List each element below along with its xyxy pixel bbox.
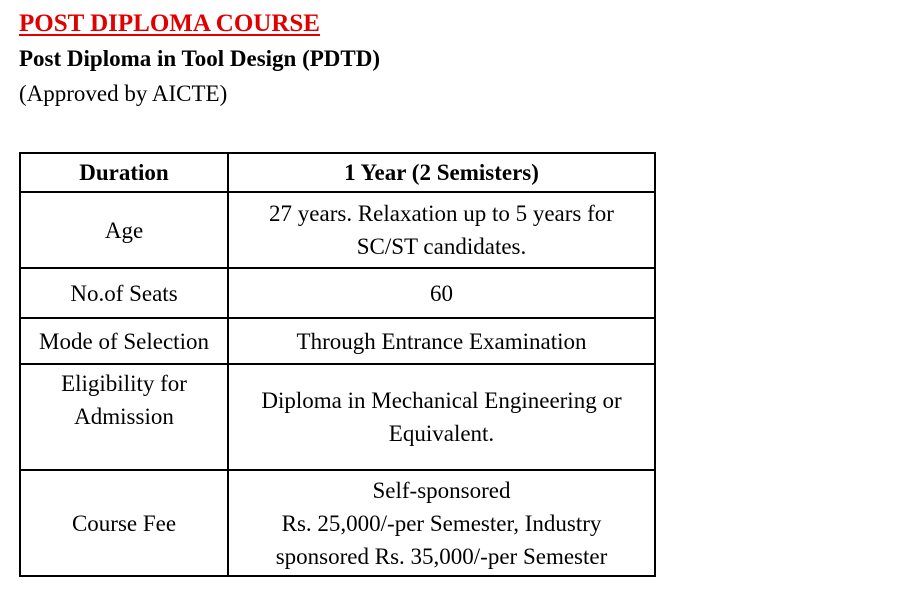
selection-value: Through Entrance Examination bbox=[228, 318, 655, 364]
age-label: Age bbox=[20, 192, 228, 268]
selection-label: Mode of Selection bbox=[20, 318, 228, 364]
fee-value-line: sponsored Rs. 35,000/-per Semester bbox=[275, 543, 608, 569]
fee-value-line: Self-sponsored bbox=[372, 477, 511, 503]
eligibility-label bbox=[20, 364, 228, 470]
table-row-selection bbox=[20, 318, 655, 364]
fee-value-line: Rs. 25,000/-per Semester, Industry bbox=[281, 510, 602, 536]
course-category-heading: POST DIPLOMA COURSE bbox=[19, 10, 320, 37]
table-row-fee bbox=[20, 470, 655, 576]
seats-label: No.of Seats bbox=[20, 268, 228, 318]
table-row-duration bbox=[20, 153, 655, 192]
seats-value: 60 bbox=[228, 268, 655, 318]
approval-note: (Approved by AICTE) bbox=[19, 81, 228, 106]
table-row-eligibility bbox=[20, 364, 655, 470]
fee-value bbox=[228, 470, 655, 576]
eligibility-value bbox=[228, 364, 655, 470]
age-value-line: 27 years. Relaxation up to 5 years for bbox=[269, 201, 614, 226]
duration-value: 1 Year (2 Semisters) bbox=[228, 153, 655, 192]
duration-label: Duration bbox=[20, 153, 228, 192]
course-title: Post Diploma in Tool Design (PDTD) bbox=[19, 46, 381, 71]
eligibility-value-line: Equivalent. bbox=[388, 421, 495, 446]
fee-label: Course Fee bbox=[20, 470, 228, 576]
age-value bbox=[228, 192, 655, 268]
age-value-line: SC/ST candidates. bbox=[356, 234, 527, 259]
eligibility-value-line: Diploma in Mechanical Engineering or bbox=[261, 388, 622, 413]
table-row-seats bbox=[20, 268, 655, 318]
table-row-age bbox=[20, 192, 655, 268]
course-details-table bbox=[19, 152, 656, 577]
eligibility-label-line: Admission bbox=[74, 404, 174, 429]
eligibility-label-line: Eligibility for bbox=[61, 371, 187, 396]
